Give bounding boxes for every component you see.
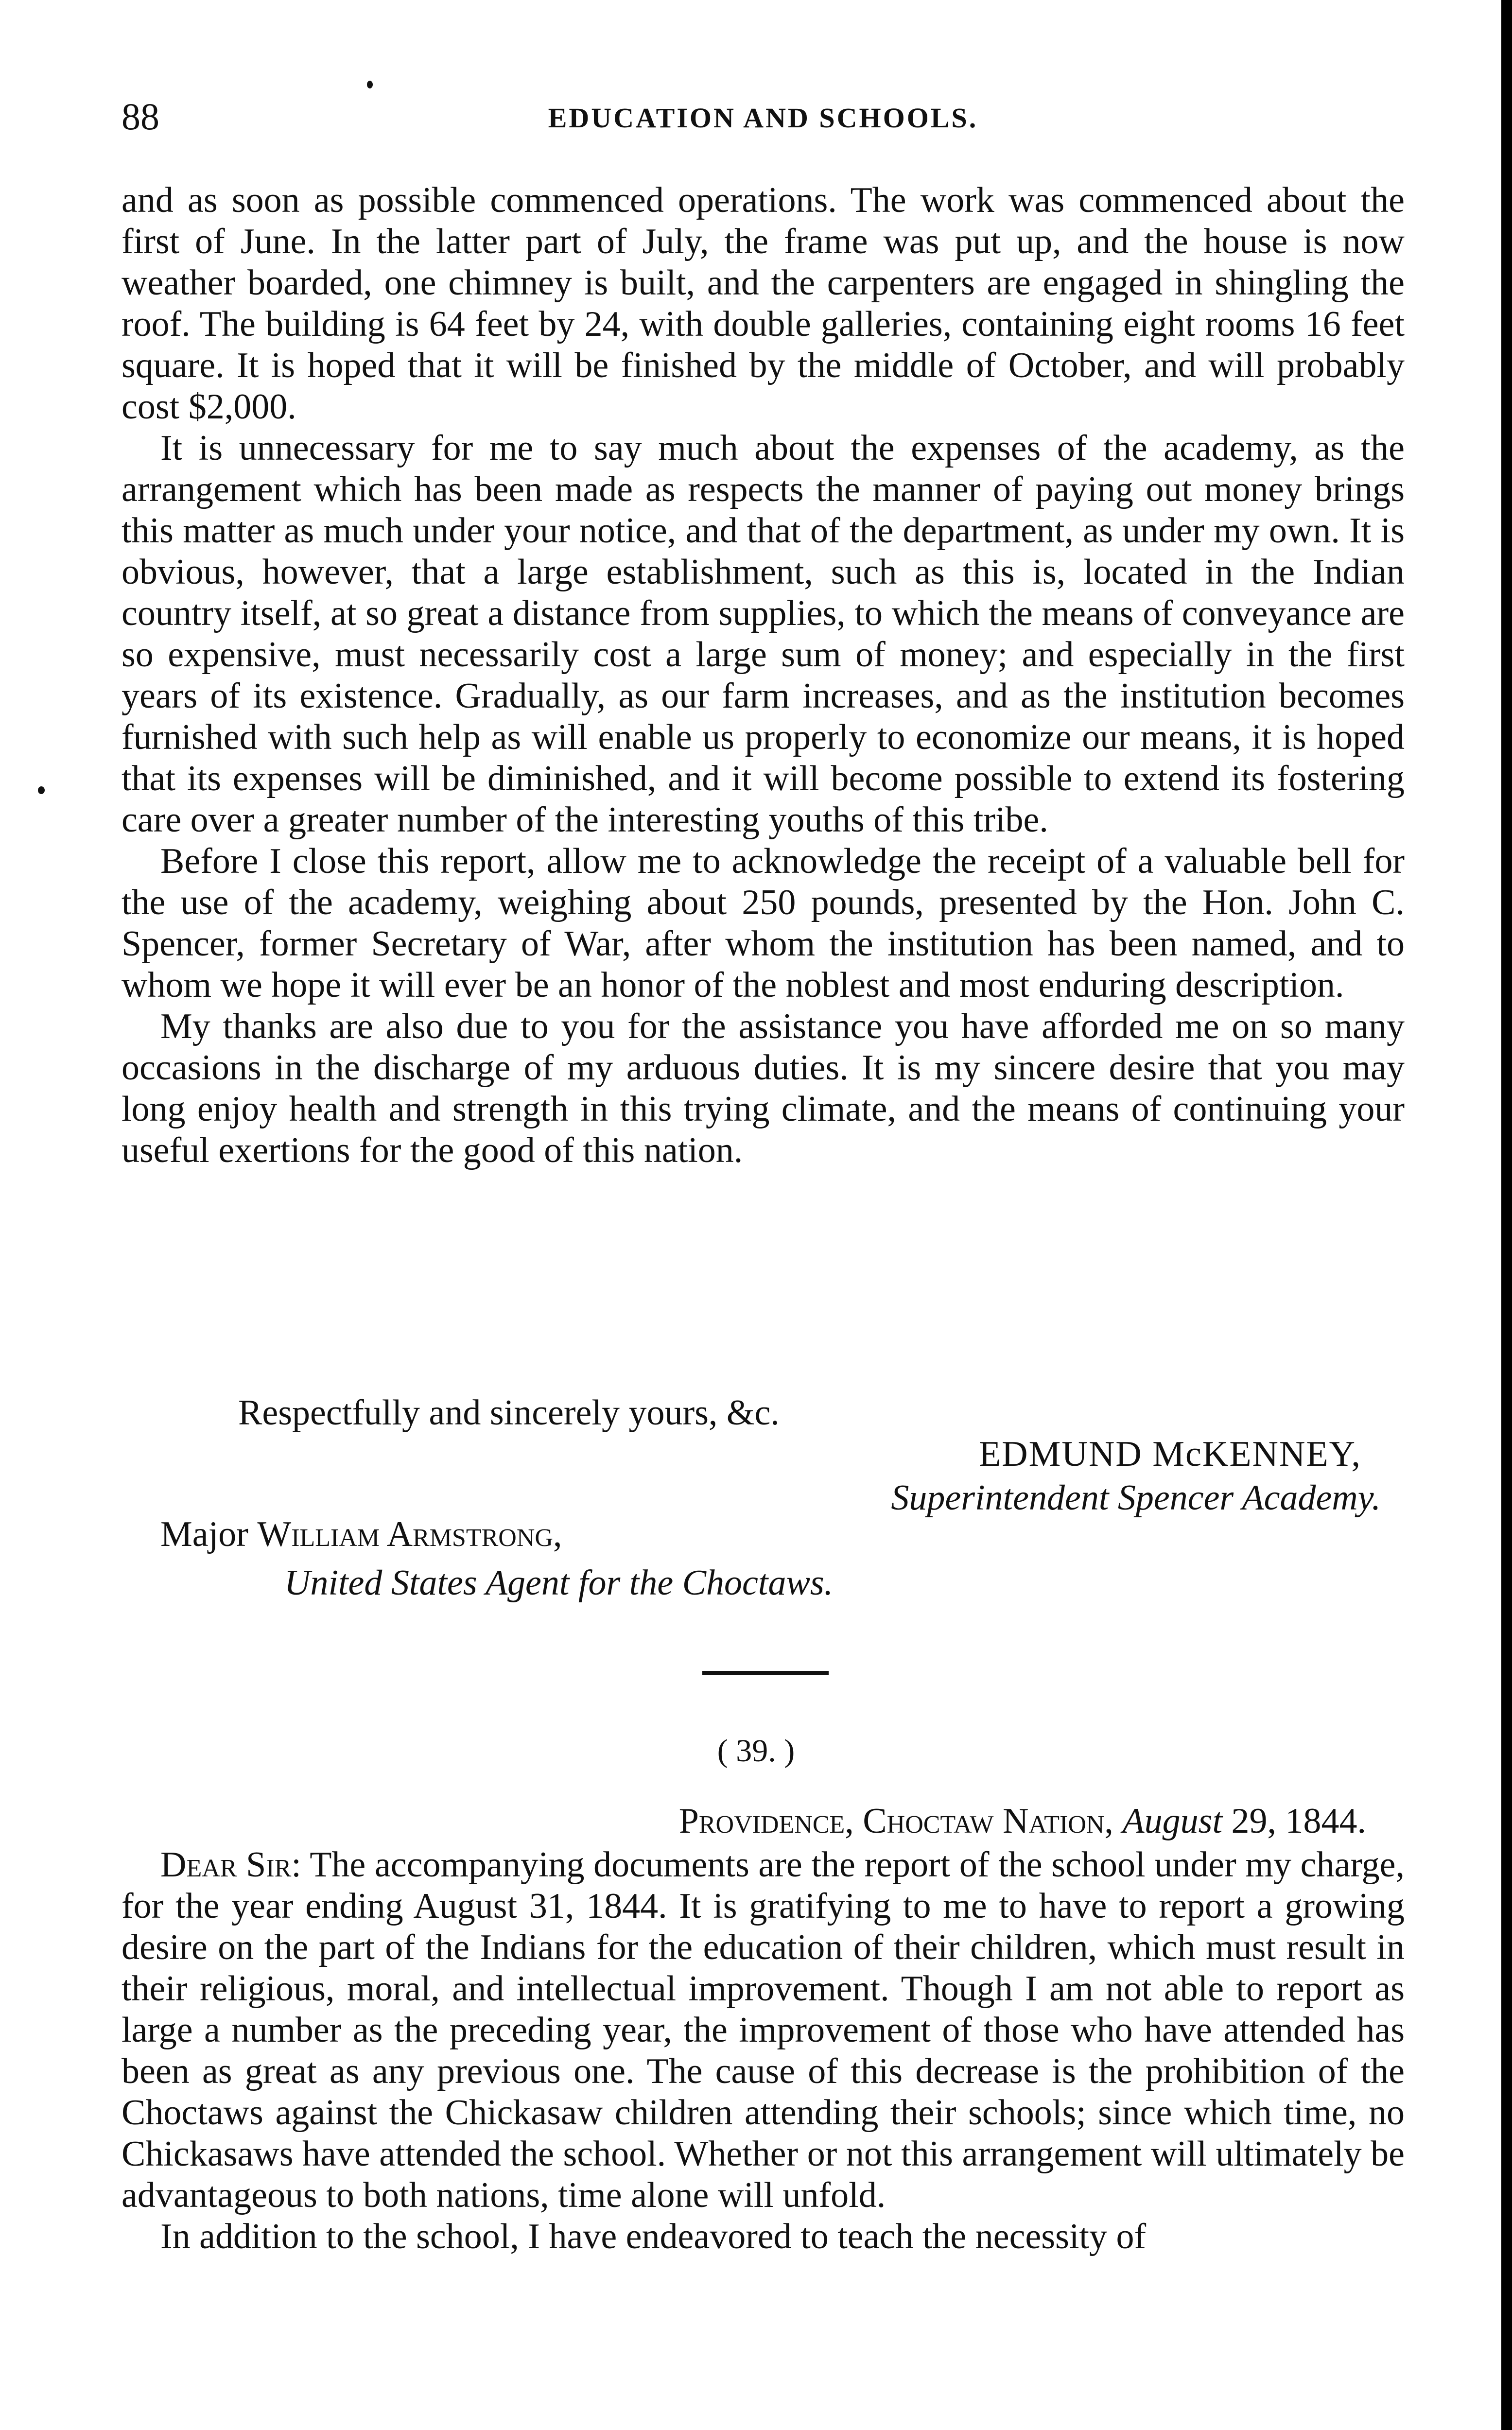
addressee-prefix: Major — [160, 1514, 258, 1554]
closing-line: Respectfully and sincerely yours, &c. — [238, 1393, 780, 1433]
page-number: 88 — [122, 95, 159, 138]
signature-title: Superintendent Spencer Academy. — [891, 1478, 1381, 1518]
paragraph: Before I close this report, allow me to acknowledge the receipt of a valuable bell for the use of the academy, weighing about 250 pounds, presented by the Hon. John C. Spencer, former Secretary of War, after whom the institution has been named, and to whom we hope it will ever be an honor of the noblest and most enduring description. — [122, 841, 1405, 1005]
signature-name: EDMUND McKENNEY, — [978, 1434, 1361, 1474]
dateline-day: 29, 1844. — [1222, 1801, 1366, 1841]
dateline — [679, 1801, 1366, 1842]
page-header — [122, 95, 1405, 148]
paragraph-text: : The accompanying documents are the report of the school under my charge, for the year ending August 31, 1844. It is gratifying to me to have to report a growing desire on the part of the Indians for the education of their children, which must result in their religious, moral, and intellectual improvement. Though I am not able to report as large a number as the preceding year, the improvement of those who have attended has been as great as any previous one. The cause of this decrease is the prohibition of the Choctaws against the Chickasaw children attending their schools; since which time, no Chickasaws have attended the school. Whether or not this arrangement will ultimately be advantageous to both nations, time alone will unfold. — [122, 1845, 1405, 2215]
letter-body — [122, 180, 1405, 1171]
letter-body-2 — [122, 1844, 1405, 2257]
document-number: ( 39. ) — [717, 1733, 795, 1769]
salutation: Dear Sir — [160, 1845, 292, 1885]
dateline-place: Providence, Choctaw Nation, — [678, 1801, 1123, 1841]
ink-speck — [38, 786, 45, 794]
running-title: EDUCATION AND SCHOOLS. — [548, 102, 978, 134]
section-divider — [702, 1671, 829, 1675]
paragraph: My thanks are also due to you for the assistance you have afforded me on so many occasions in the discharge of my arduous duties. It is my sincere desire that you may long enjoy health and strength in this trying climate, and the means of continuing your useful exertions for the good of this nation. — [122, 1007, 1405, 1170]
paragraph: and as soon as possible commenced operations. The work was commenced about the first of June. In the latter part of July, the frame was put up, and the house is now weather boarded, one chimney is built, and the carpenters are engaged in shingling the roof. The building is 64 feet by 24, with double galleries, containing eight rooms 16 feet square. It is hoped that it will be finished by the middle of October, and will probably cost $2,000. — [122, 180, 1405, 427]
paragraph: It is unnecessary for me to say much about the expenses of the academy, as the arrangement which has been made as respects the manner of paying out money brings this matter as much under your notice, and that of the department, as under my own. It is obvious, however, that a large establishment, such as this is, located in the Indian country itself, at so great a distance from supplies, to which the means of conveyance are so expensive, must necessarily cost a large sum of money; and especially in the first years of its existence. Gradually, as our farm increases, and as the institution becomes furnished with such help as will enable us properly to economize our means, it is hoped that its expenses will be diminished, and it will become possible to extend its fostering care over a greater number of the interesting youths of this tribe. — [122, 428, 1405, 840]
ink-speck — [367, 81, 373, 88]
paragraph — [122, 1844, 1405, 2216]
addressee-full-name: William Armstrong, — [257, 1514, 562, 1554]
paragraph: In addition to the school, I have endeavored to teach the necessity of — [160, 2217, 1147, 2256]
addressee-title: United States Agent for the Choctaws. — [284, 1563, 834, 1603]
dateline-month: August — [1122, 1801, 1222, 1841]
addressee-name — [160, 1514, 562, 1555]
